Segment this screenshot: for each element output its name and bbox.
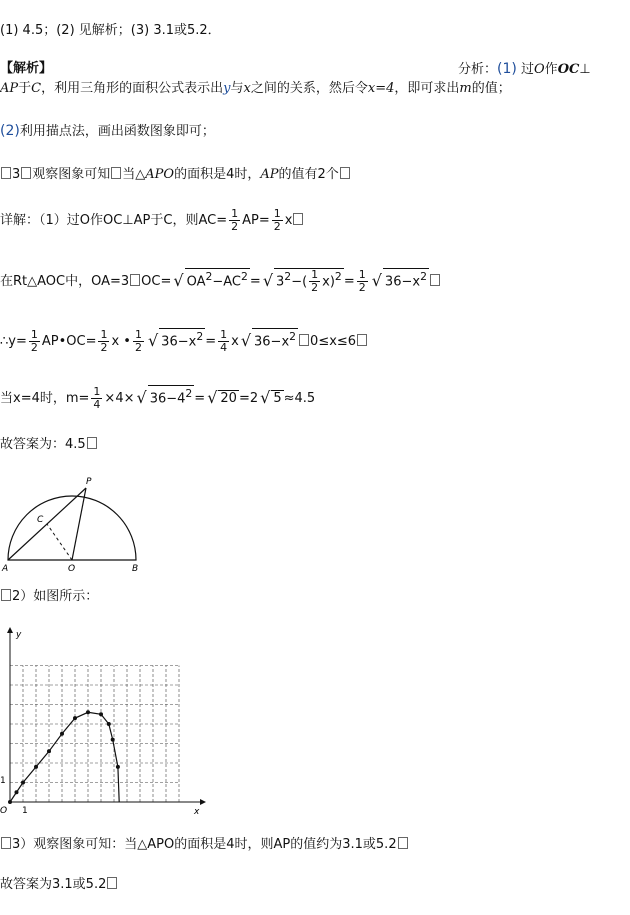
analysis-line-1-cont: AP于C，利用三角形的面积公式表示出y与x之间的关系，然后令x=4，即可求出m的值； [0,81,511,96]
plotted-point [107,722,111,726]
plotted-point [73,716,77,720]
missing-glyph-icon [299,334,309,346]
function-curve [10,712,119,802]
x-axis-label: x [194,807,200,815]
missing-glyph-icon [21,167,31,179]
y-unit-label: 1 [0,776,6,786]
missing-glyph-icon [1,167,11,179]
detail-line-2: 在Rt△AOC中，OA=3 OC= √ $OA^2-AC^2$ = √ $3^2-$( $\frac{1}{2}$ x)$^2$ = $\frac{1}{2}$ √ $36-x^2$ [0,266,441,297]
label-A: A [2,564,9,572]
y-axis-label: y [16,630,22,640]
fraction-quarter: $\frac{1}{4}$ [93,385,101,411]
missing-glyph-icon [430,274,440,286]
missing-glyph-icon [340,167,350,179]
plotted-point [60,732,64,736]
fraction-half: $\frac{1}{2}$ [30,328,38,354]
fraction-half: $\frac{1}{2}$ [134,328,142,354]
plotted-point [8,800,12,804]
answer-summary: (1) 4.5；(2) 见解析；(3) 3.1或5.2． [0,23,221,38]
fraction-half: $\frac{1}{2}$ [358,268,366,294]
plotted-point [99,712,103,716]
part3-text: 3）观察图象可知：当△APO的面积是4时，则AP的值约为3.1或5.2 [0,836,409,854]
missing-glyph-icon [1,589,11,601]
label-O: O [68,564,76,572]
fraction-half: $\frac{1}{2}$ [273,207,281,233]
fraction-half: $\frac{1}{2}$ [311,268,319,294]
x-unit-label: 1 [22,806,28,815]
plotted-point [15,790,19,794]
plotted-point [47,749,51,753]
fraction-half: $\frac{1}{2}$ [231,207,239,233]
missing-glyph-icon [398,837,408,849]
final-answer: 故答案为3.1或5.2 [0,876,118,894]
part2-label: 2）如图所示： [0,588,98,606]
analysis-header-line [0,60,52,78]
missing-glyph-icon [1,837,11,849]
analysis-line-1: 分析：(1) 过O作OC⊥ [458,61,591,77]
missing-glyph-icon [130,274,140,286]
answer-1: 故答案为：4.5 [0,436,98,454]
plotted-point [116,765,120,769]
fraction-half: $\frac{1}{2}$ [100,328,108,354]
semicircle-figure [0,472,150,572]
plotted-point [21,781,25,785]
plotted-point [34,765,38,769]
label-B: B [132,564,139,572]
analysis-line-2: (2)利用描点法，画出函数图象即可； [0,123,215,139]
detail-line-4: 当x=4时，m= $\frac{1}{4}$ ×4× √ $36-4^2$ = √ 20 =2 √ 5 ≈4.5 [0,385,316,411]
missing-glyph-icon [357,334,367,346]
missing-glyph-icon [111,167,121,179]
plotted-point [111,738,115,742]
label-P: P [86,477,92,487]
plotted-point [86,710,90,714]
label-C: C [37,515,44,525]
missing-glyph-icon [87,437,97,449]
function-graph [0,625,210,815]
missing-glyph-icon [293,213,303,225]
jiexi-header: 【解析】 [0,61,53,76]
fraction-quarter: $\frac{1}{4}$ [220,328,228,354]
origin-label: O [0,806,8,815]
analysis-line-3: 3 观察图象可知 当△APO的面积是4时，AP的值有2个 [0,166,351,184]
missing-glyph-icon [107,877,117,889]
detail-line-1: 详解：（1）过O作OC⊥AP于C，则AC= $\frac{1}{2}$ AP= $\frac{1}{2}$ x [0,206,304,236]
detail-line-3: ∴y= $\frac{1}{2}$ AP•OC= $\frac{1}{2}$ x • $\frac{1}{2}$ √ $36-x^2$ = $\frac{1}{4}$ x √ $36-x^2$ 0≤x≤6 [0,326,368,357]
